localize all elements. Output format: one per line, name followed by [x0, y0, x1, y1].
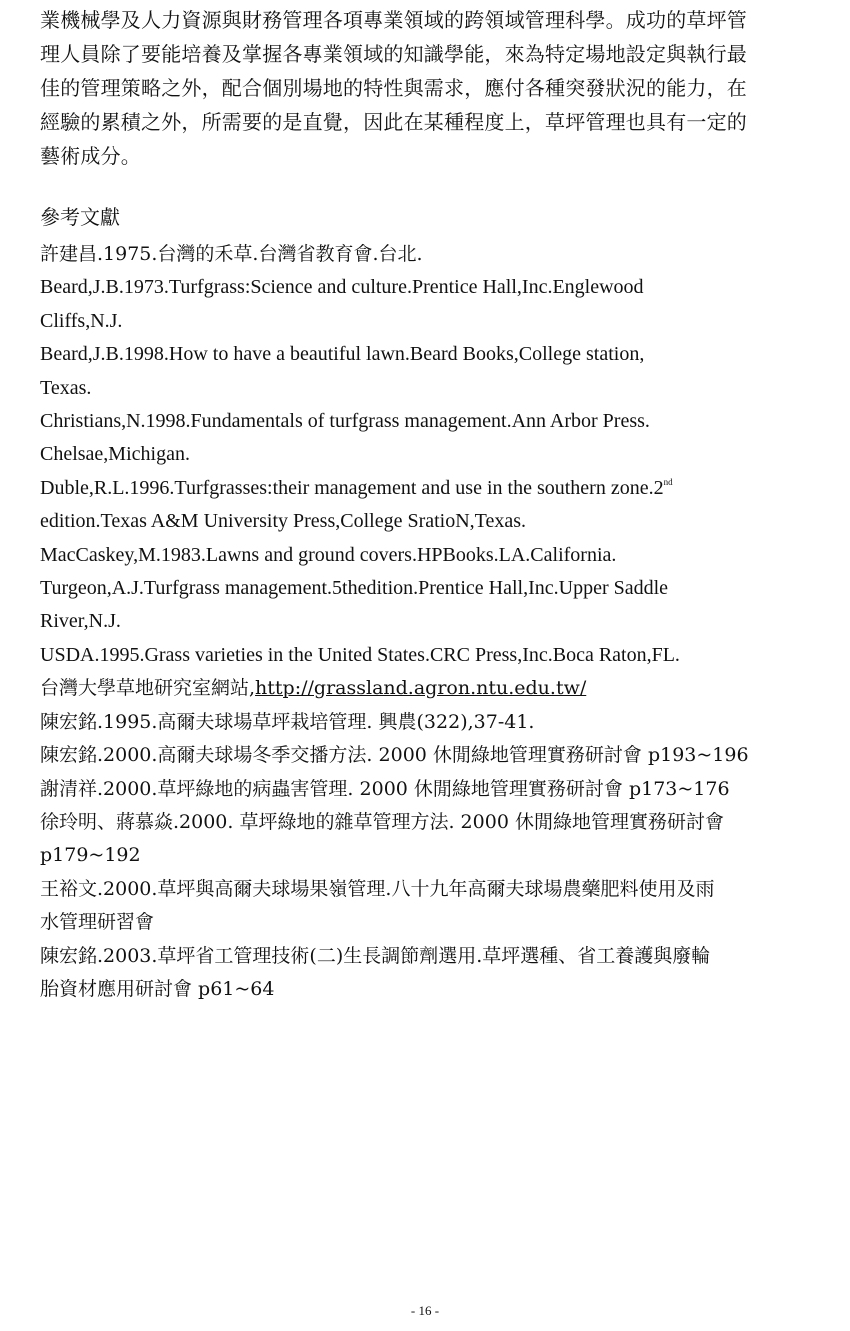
reference-line: Turgeon,A.J.Turfgrass management.5thedition.Prentice Hall,Inc.Upper Saddle — [40, 577, 669, 600]
reference-line: 陳宏銘.2003.草坪省工管理技術(二)生長調節劑選用.草坪選種、省工養護與廢輪 — [40, 944, 711, 967]
website-link[interactable]: http://grassland.agron.ntu.edu.tw/ — [255, 677, 587, 700]
intro-line: 經驗的累積之外，所需要的是直覺，因此在某種程度上，草坪管理也具有一定的 — [40, 110, 747, 134]
reference-line: 許建昌.1975.台灣的禾草.台灣省教育會.台北. — [40, 243, 423, 265]
reference-line: edition.Texas A&M University Press,College SratioN,Texas. — [40, 510, 527, 533]
intro-line: 理人員除了要能培養及掌握各專業領域的知識學能，來為特定場地設定與執行最 — [40, 42, 747, 66]
reference-line: 徐玲明、蔣慕焱.2000. 草坪綠地的雜草管理方法. 2000 休閒綠地管理實務研討會 — [40, 810, 724, 833]
reference-line: USDA.1995.Grass varieties in the United States.CRC Press,Inc.Boca Raton,FL. — [40, 643, 680, 666]
reference-line: 謝清祥.2000.草坪綠地的病蟲害管理. 2000 休閒綠地管理實務研討會 p173~176 — [40, 777, 730, 800]
intro-line: 藝術成分。 — [40, 144, 141, 168]
references-heading: 參考文獻 — [40, 205, 120, 229]
reference-line — [40, 472, 815, 505]
reference-line: River,N.J. — [40, 610, 121, 633]
reference-line: 王裕文.2000.草坪與高爾夫球場果嶺管理.八十九年高爾夫球場農藥肥料使用及雨 — [40, 877, 715, 900]
references-list — [40, 238, 815, 1006]
reference-text: Duble,R.L.1996.Turfgrasses:their management and use in the southern zone.2 — [40, 476, 664, 499]
intro-line: 業機械學及人力資源與財務管理各項專業領域的跨領域管理科學。成功的草坪管 — [40, 8, 747, 32]
reference-line: Beard,J.B.1998.How to have a beautiful lawn.Beard Books,College station, — [40, 343, 645, 366]
reference-line: Chelsae,Michigan. — [40, 443, 190, 466]
intro-paragraph — [40, 3, 815, 173]
reference-line: Texas. — [40, 376, 92, 399]
reference-line: Beard,J.B.1973.Turfgrass:Science and culture.Prentice Hall,Inc.Englewood — [40, 276, 644, 299]
reference-line: p179~192 — [40, 844, 141, 867]
reference-line: Cliffs,N.J. — [40, 309, 123, 332]
ordinal-superscript: nd — [663, 476, 673, 487]
reference-line: 胎資材應用研討會 p61~64 — [40, 977, 275, 1000]
reference-line: MacCaskey,M.1983.Lawns and ground covers.HPBooks.LA.California. — [40, 543, 617, 566]
intro-line: 佳的管理策略之外，配合個別場地的特性與需求，應付各種突發狀況的能力，在 — [40, 76, 747, 100]
reference-text: 台灣大學草地研究室網站, — [40, 677, 256, 700]
reference-line: 水管理研習會 — [40, 911, 155, 934]
reference-line — [40, 672, 815, 705]
reference-line: 陳宏銘.1995.高爾夫球場草坪栽培管理. 興農(322),37-41. — [40, 710, 535, 733]
reference-line: 陳宏銘.2000.高爾夫球場冬季交播方法. 2000 休閒綠地管理實務研討會 p193~196 — [40, 744, 749, 767]
page-number: - 16 - — [410, 1303, 440, 1318]
reference-line: Christians,N.1998.Fundamentals of turfgrass management.Ann Arbor Press. — [40, 410, 650, 433]
